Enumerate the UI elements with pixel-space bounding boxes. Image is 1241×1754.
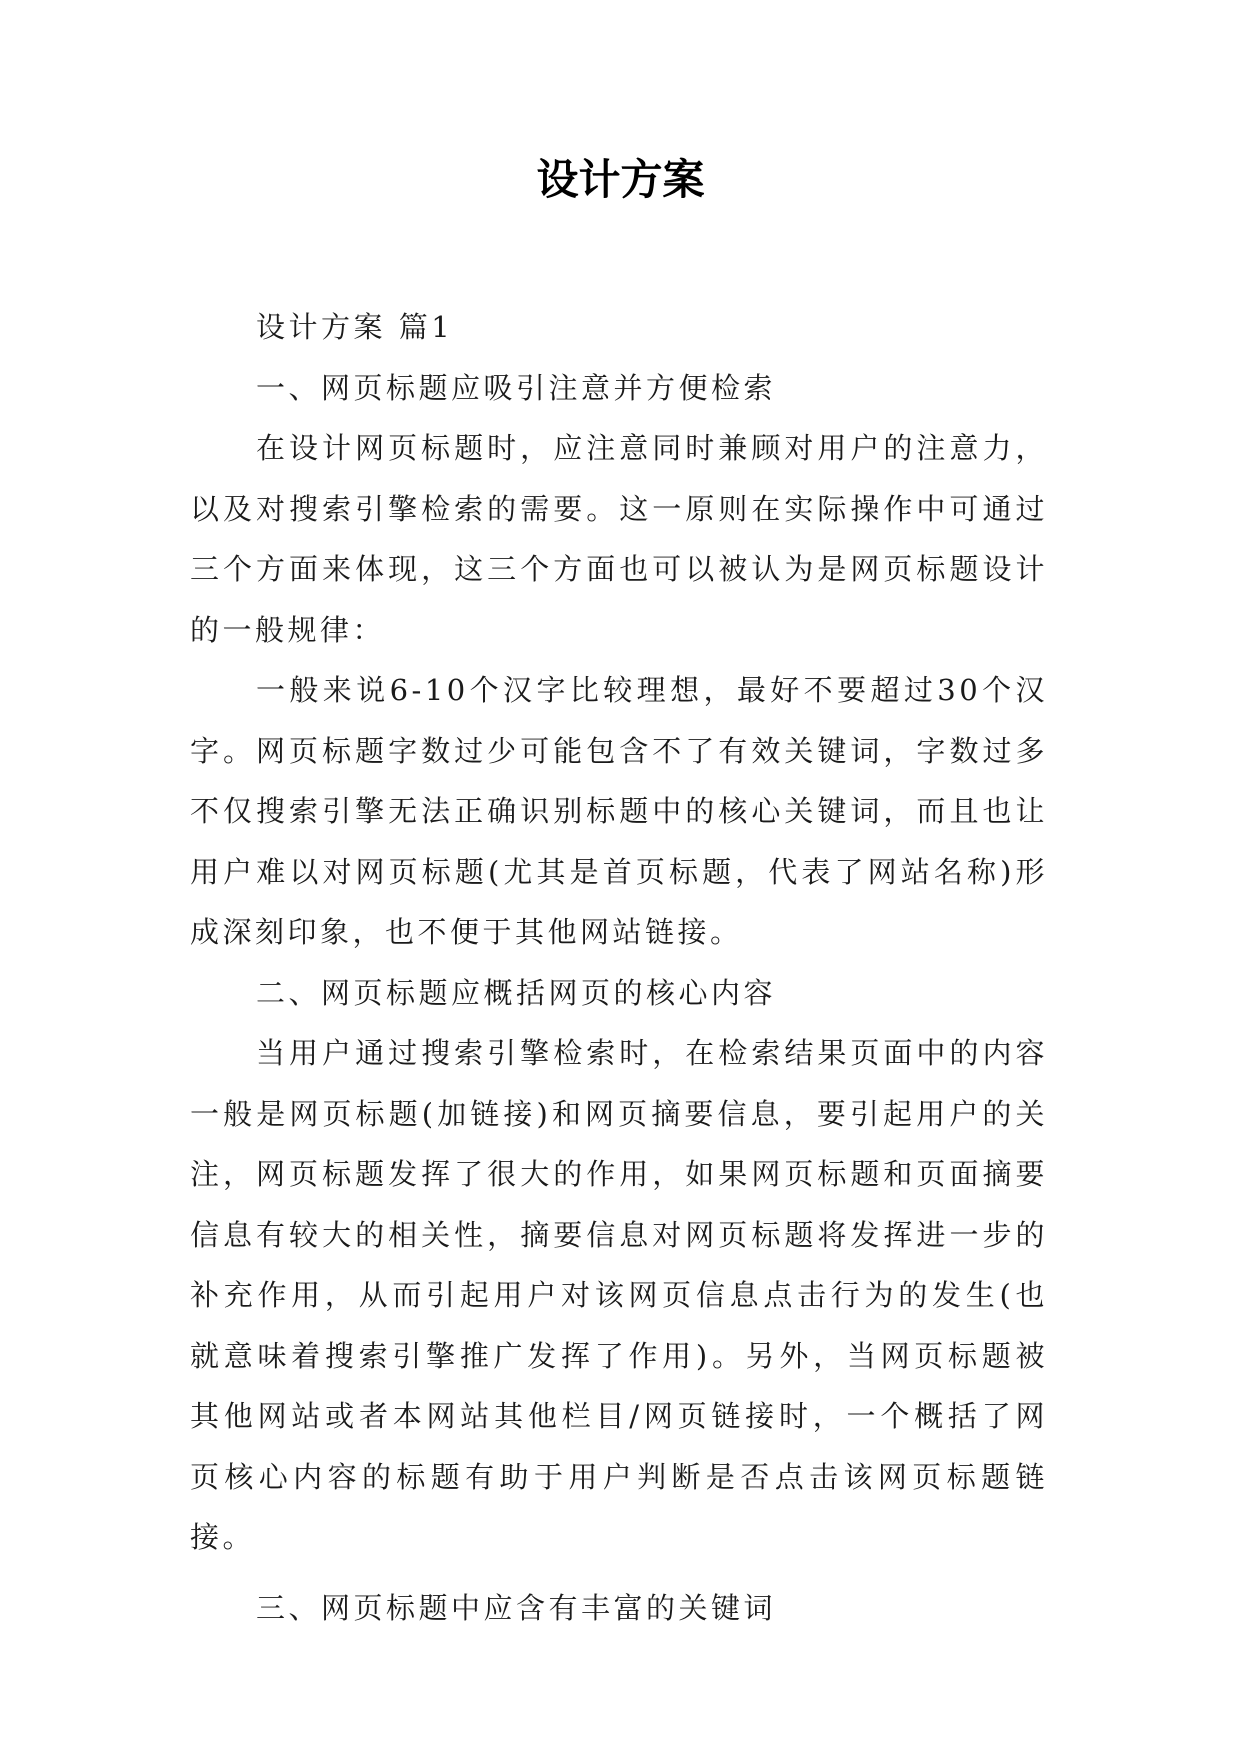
heading-one: 一、网页标题应吸引注意并方便检索 xyxy=(256,370,777,405)
heading-two: 二、网页标题应概括网页的核心内容 xyxy=(256,975,777,1010)
paragraph-title-summary: 当用户通过搜索引擎检索时，在检索结果页面中的内容一般是网页标题(加链接)和网页摘要信息，要引起用户的关注，网页标题发挥了很大的作用，如果网页标题和页面摘要信息有较大的相关性，摘要信息对网页标题将发挥进一步的补充作用，从而引起用户对该网页信息点击行为的发生(也就意味着搜索引擎推广发挥了作用)。另外，当网页标题被其他网站或者本网站其他栏目/网页链接时，一个概括了网页核心内容的标题有助于用户判断是否点击该网页标题链接。 xyxy=(190,1036,1048,1554)
heading-three: 三、网页标题中应含有丰富的关键词 xyxy=(256,1590,777,1625)
paragraph-title-length: 一般来说6-10个汉字比较理想，最好不要超过30个汉字。网页标题字数过少可能包含不了有效关键词，字数过多不仅搜索引擎无法正确识别标题中的核心关键词，而且也让用户难以对网页标题(尤其是首页标题，代表了网站名称)形成深刻印象，也不便于其他网站链接。 xyxy=(190,673,1048,949)
document-body xyxy=(190,297,1048,1638)
document-title: 设计方案 xyxy=(536,155,705,204)
section-heading-part-1: 设计方案 篇1 xyxy=(256,310,454,344)
paragraph-title-design-intro: 在设计网页标题时，应注意同时兼顾对用户的注意力，以及对搜索引擎检索的需要。这一原则在实际操作中可通过三个方面来体现，这三个方面也可以被认为是网页标题设计的一般规律： xyxy=(190,431,1048,647)
